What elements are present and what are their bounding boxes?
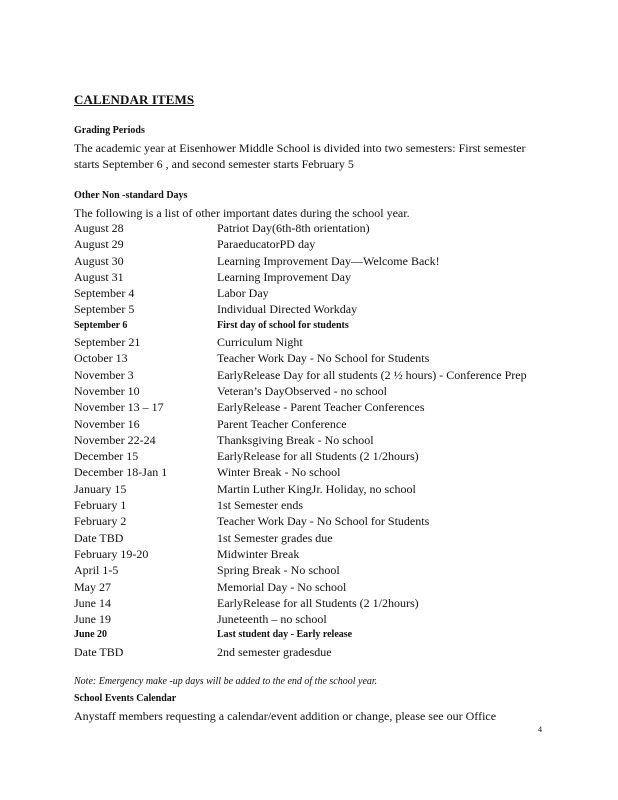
dates-list [74, 220, 544, 660]
event-cell: Thanksgiving Break - No school [217, 432, 374, 447]
date-cell: August 31 [74, 269, 124, 284]
event-cell: EarlyRelease Day for all students (2 ½ hours) - Conference Prep [217, 367, 527, 382]
date-cell: December 18-Jan 1 [74, 465, 168, 480]
date-row [74, 464, 544, 480]
date-cell: September 4 [74, 286, 135, 301]
event-cell: 1st Semester ends [217, 498, 303, 513]
date-row [74, 269, 544, 285]
date-row [74, 253, 544, 269]
event-cell: EarlyRelease for all Students (2 1/2hours) [217, 449, 419, 464]
date-row [74, 448, 544, 464]
nonstandard-days-title: Other Non -standard Days [74, 190, 188, 201]
date-cell: August 28 [74, 221, 124, 235]
date-row [74, 383, 544, 399]
date-row [74, 399, 544, 415]
event-cell: EarlyRelease - Parent Teacher Conferences [217, 400, 425, 415]
event-cell: Veteran’s DayObserved - no school [217, 383, 387, 398]
date-cell: May 27 [74, 579, 111, 594]
date-row [74, 611, 544, 627]
nonstandard-intro: The following is a list of other important dates during the school year. [74, 206, 410, 220]
date-row [74, 285, 544, 301]
event-cell: Juneteenth – no school [217, 612, 327, 627]
date-row [74, 350, 544, 366]
grading-periods-title: Grading Periods [74, 125, 145, 136]
date-row [74, 595, 544, 611]
date-row [74, 497, 544, 513]
date-row [74, 579, 544, 595]
event-cell: Teacher Work Day - No School for Students [217, 351, 430, 366]
event-cell: Curriculum Night [217, 335, 303, 350]
date-cell: February 19-20 [74, 546, 149, 561]
event-cell: Learning Improvement Day—Welcome Back! [217, 253, 440, 268]
date-cell: November 16 [74, 416, 140, 431]
school-events-calendar-text: Anystaff members requesting a calendar/event addition or change, please see our Office [74, 709, 497, 723]
date-cell: November 3 [74, 367, 134, 382]
event-cell: Martin Luther KingJr. Holiday, no school [217, 481, 416, 496]
date-cell: November 10 [74, 383, 140, 398]
date-cell: February 1 [74, 498, 127, 513]
date-cell: September 5 [74, 302, 135, 317]
date-row [74, 236, 544, 252]
emergency-note: Note: Emergency make -up days will be added to the end of the school year. [74, 676, 378, 687]
event-cell: 2nd semester gradesdue [217, 644, 332, 659]
date-row [74, 432, 544, 448]
date-row [74, 334, 544, 350]
grading-line-1: The academic year at Eisenhower Middle School is divided into two semesters: First semester [74, 141, 526, 155]
event-cell: 1st Semester grades due [217, 530, 333, 545]
date-row [74, 562, 544, 578]
section-heading: CALENDAR ITEMS [74, 92, 195, 107]
date-cell: October 13 [74, 351, 128, 366]
date-row [74, 546, 544, 562]
date-row [74, 301, 544, 317]
date-row [74, 416, 544, 432]
event-cell: First day of school for students [217, 319, 349, 331]
date-row [74, 513, 544, 529]
date-cell: April 1-5 [74, 563, 119, 578]
date-cell: June 19 [74, 612, 111, 627]
grading-line-2: starts September 6 , and second semester starts February 5 [74, 157, 354, 171]
date-row [74, 220, 544, 236]
event-cell: Spring Break - No school [217, 563, 340, 578]
event-cell: Memorial Day - No school [217, 579, 347, 594]
date-cell: June 14 [74, 595, 111, 610]
date-cell: Date TBD [74, 530, 124, 545]
event-cell: Individual Directed Workday [217, 302, 358, 317]
date-cell: June 20 [74, 629, 108, 641]
date-row [74, 644, 544, 660]
date-cell: August 29 [74, 237, 124, 252]
date-cell: February 2 [74, 514, 127, 529]
date-cell: January 15 [74, 481, 127, 496]
event-cell: Teacher Work Day - No School for Students [217, 514, 430, 529]
event-cell: Winter Break - No school [217, 465, 341, 480]
date-cell: Date TBD [74, 644, 124, 659]
date-row [74, 481, 544, 497]
date-row [74, 367, 544, 383]
event-cell: Patriot Day(6th-8th orientation) [217, 221, 370, 235]
event-cell: EarlyRelease for all Students (2 1/2hours) [217, 595, 419, 610]
date-row [74, 530, 544, 546]
event-cell: ParaeducatorPD day [217, 237, 316, 252]
page-number: 4 [538, 725, 542, 734]
event-cell: Last student day - Early release [217, 629, 353, 641]
date-cell: September 21 [74, 335, 141, 350]
date-row [74, 318, 544, 334]
event-cell: Labor Day [217, 286, 269, 301]
event-cell: Parent Teacher Conference [217, 416, 347, 431]
date-cell: November 22-24 [74, 432, 156, 447]
date-cell: August 30 [74, 253, 124, 268]
event-cell: Learning Improvement Day [217, 269, 351, 284]
school-events-calendar-title: School Events Calendar [74, 693, 177, 704]
date-cell: December 15 [74, 449, 139, 464]
date-cell: November 13 – 17 [74, 400, 164, 415]
date-row [74, 627, 544, 643]
event-cell: Midwinter Break [217, 546, 300, 561]
date-cell: September 6 [74, 319, 128, 331]
